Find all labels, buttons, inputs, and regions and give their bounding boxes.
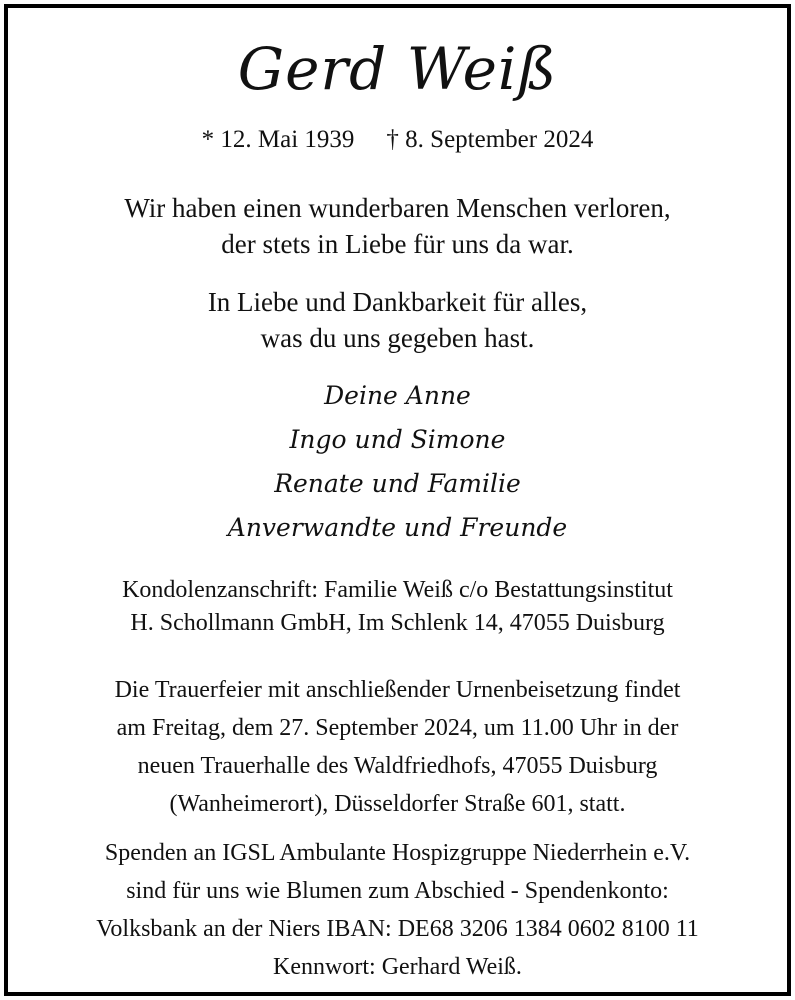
birth-date: * 12. Mai 1939 xyxy=(201,126,355,153)
signer: Anverwandte und Freunde xyxy=(227,513,568,542)
verse-2-line: was du uns gegeben hast. xyxy=(260,323,535,353)
donation-line: Spenden an IGSL Ambulante Hospizgruppe Niederrhein e.V. xyxy=(104,840,691,866)
ceremony-line: Die Trauerfeier mit anschließender Urnenbeisetzung findet xyxy=(114,677,681,703)
donation-info xyxy=(4,834,791,986)
deceased-name: Gerd Weiß xyxy=(237,35,558,103)
death-date: † 8. September 2024 xyxy=(386,126,594,153)
ceremony-line: neuen Trauerhalle des Waldfriedhofs, 47055 Duisburg xyxy=(137,753,658,779)
signer: Ingo und Simone xyxy=(289,425,506,454)
signers xyxy=(4,374,791,550)
life-dates xyxy=(4,124,791,156)
signer: Renate und Familie xyxy=(274,469,521,498)
signer: Deine Anne xyxy=(324,381,471,410)
verse-1 xyxy=(4,190,791,262)
verse-2-line: In Liebe und Dankbarkeit für alles, xyxy=(207,287,588,317)
address-line: H. Schollmann GmbH, Im Schlenk 14, 47055 Duisburg xyxy=(130,610,665,636)
donation-line: sind für uns wie Blumen zum Abschied - Spendenkonto: xyxy=(126,878,669,904)
verse-2 xyxy=(4,284,791,356)
ceremony-info xyxy=(4,671,791,823)
verse-1-line: der stets in Liebe für uns da war. xyxy=(221,229,574,259)
obituary-notice xyxy=(4,4,791,996)
condolence-address xyxy=(4,574,791,640)
address-line: Kondolenzanschrift: Familie Weiß c/o Bestattungsinstitut xyxy=(122,577,673,603)
ceremony-line: am Freitag, dem 27. September 2024, um 11.00 Uhr in der xyxy=(116,715,679,741)
ceremony-line: (Wanheimerort), Düsseldorfer Straße 601, statt. xyxy=(169,791,626,817)
donation-line: Volksbank an der Niers IBAN: DE68 3206 1384 0602 8100 11 xyxy=(96,916,699,942)
donation-line: Kennwort: Gerhard Weiß. xyxy=(273,954,522,980)
verse-1-line: Wir haben einen wunderbaren Menschen verloren, xyxy=(124,193,671,223)
